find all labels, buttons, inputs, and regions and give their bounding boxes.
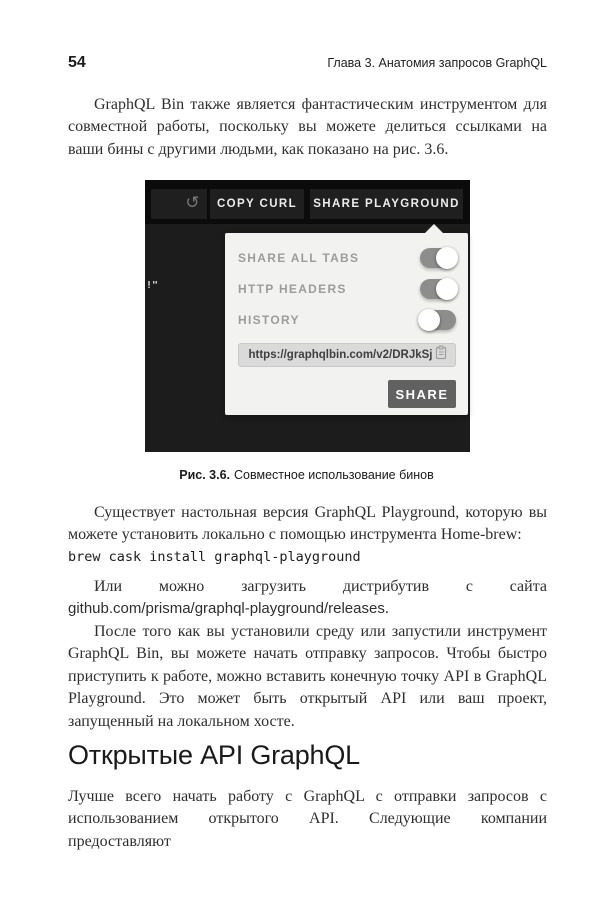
share-all-tabs-toggle bbox=[420, 248, 456, 268]
paragraph-download-after: . bbox=[384, 600, 389, 618]
github-url-text: github.com/prisma/graphql-playground/releases bbox=[68, 600, 385, 618]
paragraph-download-before: Или можно загрузить дистрибутив с сайта bbox=[94, 578, 547, 595]
figure-caption bbox=[0, 468, 613, 482]
page-number: 54 bbox=[68, 54, 86, 71]
share-url-field bbox=[238, 343, 456, 367]
share-popup bbox=[225, 233, 468, 415]
toggle-knob bbox=[418, 309, 440, 331]
http-headers-toggle bbox=[420, 279, 456, 299]
paragraph-intro: GraphQL Bin также является фантастическим инструментом для совместной работы, поскольку вы можете делиться ссылками на ваши бины с другими людьми, как показано на рис. 3.6. bbox=[68, 96, 547, 158]
undo-button bbox=[151, 189, 207, 219]
figure-caption-text: Совместное использование бинов bbox=[234, 468, 434, 482]
page-header bbox=[68, 54, 547, 72]
figure-share-playground-screenshot bbox=[145, 180, 470, 452]
copy-curl-button: COPY CURL bbox=[210, 189, 304, 219]
paragraph-after-install: После того как вы установили среду или запустили инструмент GraphQL Bin, вы можете начать отправку запросов. Чтобы быстро приступить к работе, можно вставить конечную точку API в GraphQL Playground. Это может быть открытый API или ваш проект, запущенный на локальном хосте. bbox=[68, 623, 547, 730]
paragraph-playground-desktop: Существует настольная версия GraphQL Playground, которую вы можете установить локально с помощью инструмента Home-brew: bbox=[68, 504, 547, 544]
http-headers-row bbox=[238, 273, 456, 304]
share-url-text: https://graphqlbin.com/v2/DRJkSj bbox=[248, 349, 433, 361]
share-all-tabs-label: SHARE ALL TABS bbox=[238, 250, 360, 265]
toggle-knob bbox=[436, 278, 458, 300]
toggle-knob bbox=[436, 247, 458, 269]
figure-caption-label: Рис. 3.6. bbox=[179, 468, 231, 482]
popup-pointer bbox=[424, 224, 444, 234]
history-label: HISTORY bbox=[238, 312, 300, 327]
code-line-brew: brew cask install graphql-playground bbox=[68, 549, 361, 565]
code-editor-fragment: !" bbox=[146, 280, 159, 291]
undo-icon: ↺ bbox=[185, 192, 201, 213]
clipboard-copy-icon bbox=[435, 345, 448, 365]
share-playground-button: SHARE PLAYGROUND bbox=[310, 189, 463, 219]
history-toggle bbox=[420, 310, 456, 330]
playground-toolbar bbox=[145, 180, 470, 224]
paragraph-open-api-intro: Лучше всего начать работу с GraphQL с отправки запросов с использованием открытого API. Следующие компании предоставляют bbox=[68, 788, 547, 850]
running-header: Глава 3. Анатомия запросов GraphQL bbox=[327, 56, 547, 70]
share-button: SHARE bbox=[388, 380, 456, 408]
history-row bbox=[238, 304, 456, 335]
section-heading-open-apis: Открытые API GraphQL bbox=[68, 740, 360, 770]
http-headers-label: HTTP HEADERS bbox=[238, 281, 347, 296]
paragraph-download bbox=[68, 576, 547, 621]
share-all-tabs-row bbox=[238, 242, 456, 273]
